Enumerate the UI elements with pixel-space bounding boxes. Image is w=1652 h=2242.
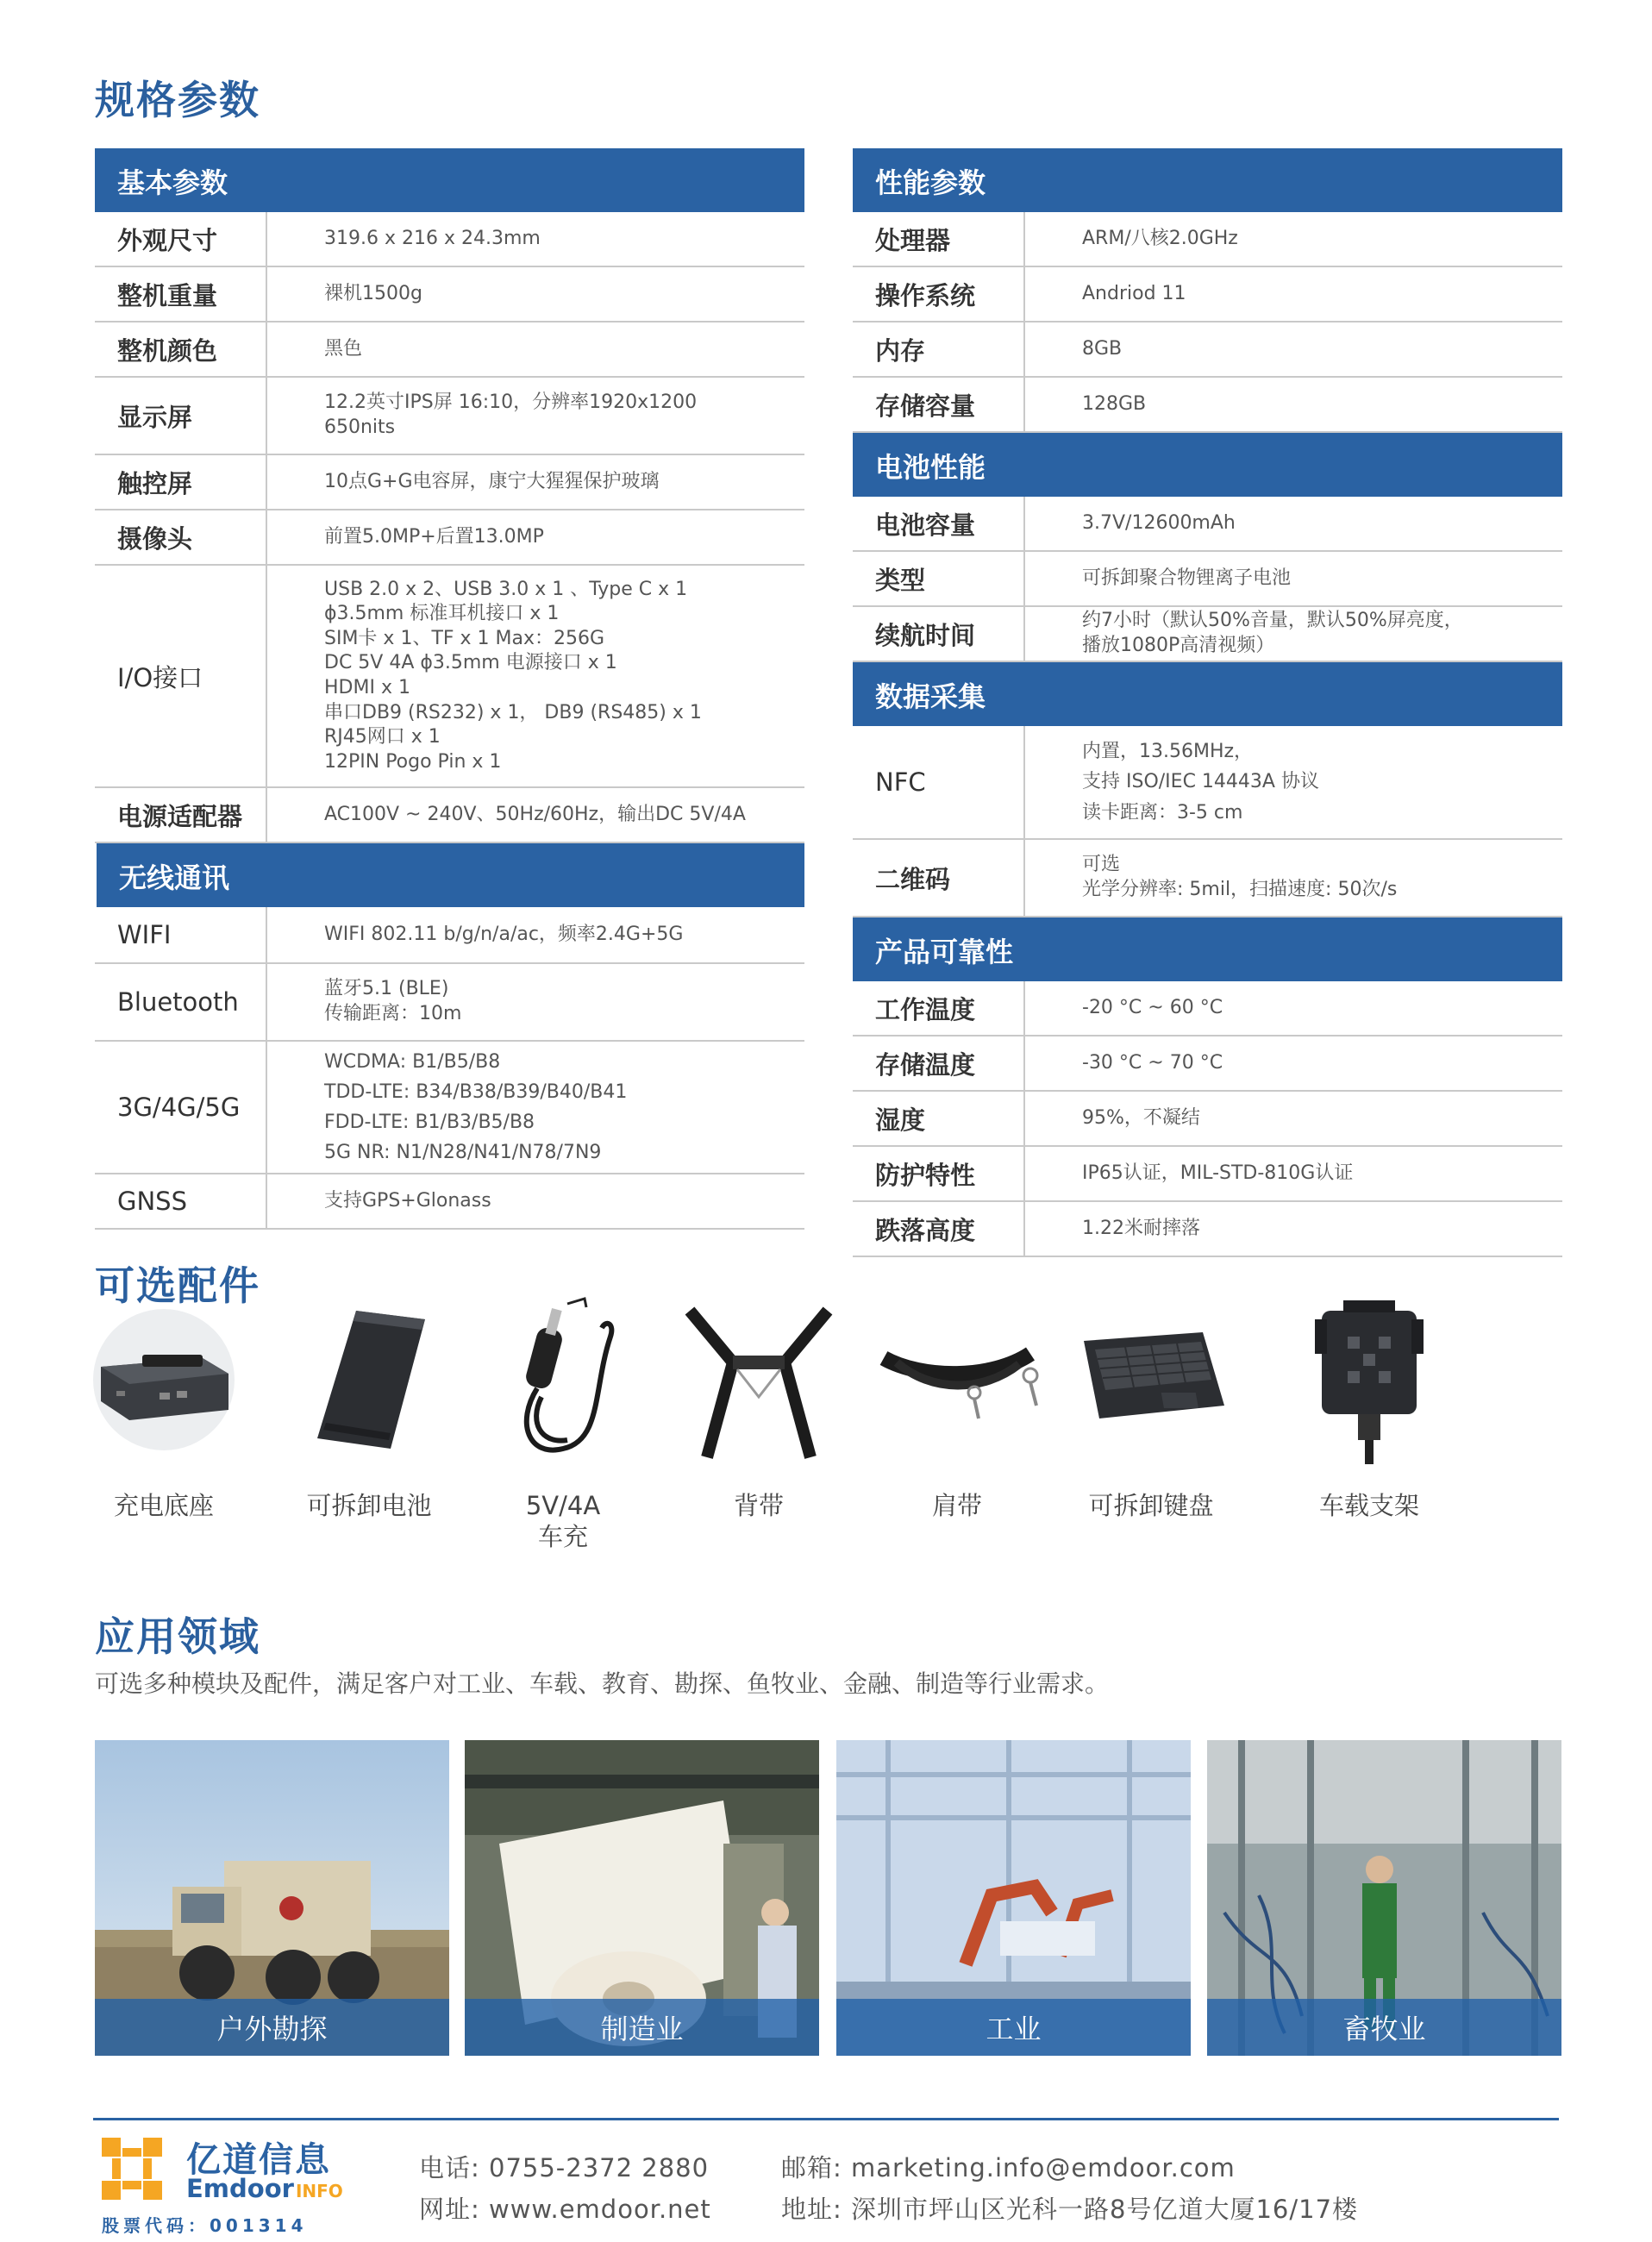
spec-value-line: RJ45网口 x 1 xyxy=(324,726,441,748)
spec-key: 显示屏 xyxy=(95,378,267,454)
spec-value-line: 传输距离：10m xyxy=(324,1003,462,1024)
spec-key: 电源适配器 xyxy=(95,788,267,842)
accessory-charging-dock xyxy=(78,1293,250,1521)
spec-value xyxy=(267,1042,804,1173)
photo-caption: 制造业 xyxy=(465,1999,819,2056)
spec-row xyxy=(853,267,1562,323)
spec-value xyxy=(1025,1036,1562,1090)
spec-row xyxy=(853,607,1562,662)
spec-value-line: WIFI 802.11 b/g/n/a/ac，频率2.4G+5G xyxy=(324,923,684,945)
spec-value-line: 5G NR: N1/N28/N41/N78/7N9 xyxy=(324,1142,602,1164)
spec-value xyxy=(267,323,804,376)
spec-value-line: 内置，13.56MHz， xyxy=(1082,741,1254,763)
spec-key: 3G/4G/5G xyxy=(95,1042,267,1173)
spec-value-line: AC100V ~ 240V、50Hz/60Hz，输出DC 5V/4A xyxy=(324,803,746,825)
logo-en-main: Emdoor xyxy=(186,2174,294,2203)
spec-value xyxy=(1025,323,1562,376)
spec-value xyxy=(267,566,804,786)
spec-value-line: 串口DB9 (RS232) x 1， DB9 (RS485) x 1 xyxy=(324,701,702,723)
left-spec-column xyxy=(95,148,804,1230)
spec-value xyxy=(1025,497,1562,550)
application-photo-manufacturing xyxy=(465,1740,819,2056)
photo-caption: 畜牧业 xyxy=(1207,1999,1561,2056)
accessory-label: 充电底座 xyxy=(113,1491,214,1520)
spec-row xyxy=(853,212,1562,267)
spec-value-line: 蓝牙5.1 (BLE) xyxy=(324,978,449,1000)
applications-description: 可选多种模块及配件，满足客户对工业、车载、教育、勘探、鱼牧业、金融、制造等行业需求。 xyxy=(95,1669,1110,1698)
spec-value-line: 12PIN Pogo Pin x 1 xyxy=(324,750,502,773)
spec-key: 存储温度 xyxy=(853,1036,1025,1090)
spec-key: 整机重量 xyxy=(95,267,267,321)
footer-divider xyxy=(93,2118,1559,2120)
spec-value-line: 前置5.0MP+后置13.0MP xyxy=(324,525,544,548)
accessory-label: 可拆卸电池 xyxy=(306,1491,432,1520)
accessories-title: 可选配件 xyxy=(95,1262,260,1309)
spec-value-line: WCDMA: B1/B5/B8 xyxy=(324,1050,501,1073)
spec-key: 存储容量 xyxy=(853,378,1025,431)
spec-value xyxy=(1025,1202,1562,1256)
spec-value-line: DC 5V 4A ϕ3.5mm 电源接口 x 1 xyxy=(324,652,617,674)
spec-key: 内存 xyxy=(853,323,1025,376)
spec-value xyxy=(267,964,804,1040)
spec-row xyxy=(95,455,804,510)
spec-key: 工作温度 xyxy=(853,981,1025,1035)
spec-key: GNSS xyxy=(95,1174,267,1228)
spec-key: 类型 xyxy=(853,552,1025,605)
logo-en xyxy=(186,2174,343,2203)
spec-key: 二维码 xyxy=(853,840,1025,916)
accessory-vehicle-mount xyxy=(1283,1293,1455,1521)
spec-value-line: 650nits xyxy=(324,416,396,438)
spec-value-line: 约7小时（默认50%音量，默认50%屏亮度， xyxy=(1082,610,1463,632)
spec-value xyxy=(267,455,804,509)
spec-row xyxy=(853,840,1562,917)
spec-value-line: USB 2.0 x 2、USB 3.0 x 1 、Type C x 1 xyxy=(324,578,688,600)
logo-en-sub: INFO xyxy=(295,2181,343,2201)
group-header-battery: 电池性能 xyxy=(853,433,1562,497)
spec-value-line: 12.2英寸IPS屏 16:10，分辨率1920x1200 xyxy=(324,391,698,414)
photo-caption: 工业 xyxy=(836,1999,1191,2056)
application-photo-livestock xyxy=(1207,1740,1561,2056)
footer-address: 地址: 深圳市坪山区光科一路8号亿道大厦16/17楼 xyxy=(781,2195,1359,2224)
spec-value-line: 光学分辨率: 5mil，扫描速度: 50次/s xyxy=(1082,879,1398,900)
spec-key: 操作系统 xyxy=(853,267,1025,321)
spec-value-line: 可选 xyxy=(1082,854,1121,876)
logo-mark-icon xyxy=(102,2138,162,2200)
spec-value-line: ARM/八核2.0GHz xyxy=(1082,227,1238,249)
spec-key: 摄像头 xyxy=(95,510,267,564)
spec-value xyxy=(1025,607,1562,661)
spec-key: 整机颜色 xyxy=(95,323,267,376)
spec-key: 防护特性 xyxy=(853,1147,1025,1200)
spec-key: 湿度 xyxy=(853,1092,1025,1145)
spec-value xyxy=(1025,726,1562,838)
shoulder-strap-icon xyxy=(871,1293,1043,1466)
accessory-keyboard xyxy=(1065,1293,1237,1521)
spec-value xyxy=(267,907,804,962)
spec-row xyxy=(95,378,804,455)
spec-value-line: 319.6 x 216 x 24.3mm xyxy=(324,227,541,249)
spec-key: 处理器 xyxy=(853,212,1025,266)
spec-key: 触控屏 xyxy=(95,455,267,509)
spec-value-line: 支持GPS+Glonass xyxy=(324,1189,491,1212)
spec-value-line: 读卡距离：3-5 cm xyxy=(1082,801,1243,824)
group-header-basic: 基本参数 xyxy=(95,148,804,212)
spec-key: 续航时间 xyxy=(853,607,1025,661)
accessory-shoulder-strap xyxy=(871,1293,1043,1521)
spec-key: NFC xyxy=(853,726,1025,838)
spec-value xyxy=(1025,378,1562,431)
spec-value xyxy=(1025,267,1562,321)
back-strap-icon xyxy=(673,1293,845,1466)
spec-key: 电池容量 xyxy=(853,497,1025,550)
spec-row xyxy=(853,726,1562,840)
spec-row xyxy=(95,566,804,788)
spec-value xyxy=(267,788,804,842)
accessory-car-charger xyxy=(477,1293,649,1553)
spec-value-line: 3.7V/12600mAh xyxy=(1082,511,1236,534)
spec-value-line: -20 °C ~ 60 °C xyxy=(1082,996,1223,1018)
spec-key: I/O接口 xyxy=(95,566,267,786)
spec-row xyxy=(95,1174,804,1230)
battery-icon xyxy=(283,1293,455,1466)
spec-row xyxy=(95,267,804,323)
vehicle-mount-icon xyxy=(1283,1293,1455,1466)
spec-row xyxy=(95,510,804,566)
application-photo-industry xyxy=(836,1740,1191,2056)
accessory-label: 5V/4A 车充 xyxy=(525,1491,601,1552)
application-photo-outdoor xyxy=(95,1740,449,2056)
spec-row xyxy=(853,1036,1562,1092)
spec-value-line: 8GB xyxy=(1082,337,1123,360)
car-charger-icon xyxy=(477,1293,649,1466)
photo-caption: 户外勘探 xyxy=(95,1999,449,2056)
spec-value-line: SIM卡 x 1、TF x 1 Max：256G xyxy=(324,627,605,649)
spec-value xyxy=(267,212,804,266)
spec-value xyxy=(1025,212,1562,266)
company-logo xyxy=(102,2136,360,2235)
spec-key: Bluetooth xyxy=(95,964,267,1040)
spec-value-line: 支持 ISO/IEC 14443A 协议 xyxy=(1082,771,1319,793)
spec-key: WIFI xyxy=(95,907,267,962)
spec-value-line: -30 °C ~ 70 °C xyxy=(1082,1051,1223,1074)
spec-value xyxy=(1025,552,1562,605)
accessory-label: 肩带 xyxy=(931,1491,982,1520)
spec-value-line: Andriod 11 xyxy=(1082,282,1186,304)
spec-row xyxy=(95,212,804,267)
accessory-battery xyxy=(283,1293,455,1521)
spec-key: 外观尺寸 xyxy=(95,212,267,266)
spec-value-line: 黑色 xyxy=(324,337,363,360)
footer-email[interactable]: 邮箱: marketing.info@emdoor.com xyxy=(781,2153,1236,2183)
spec-value-line: HDMI x 1 xyxy=(324,677,410,698)
spec-value-line: ϕ3.5mm 标准耳机接口 x 1 xyxy=(324,603,560,625)
spec-row xyxy=(95,964,804,1042)
spec-row xyxy=(853,497,1562,552)
accessory-label: 可拆卸键盘 xyxy=(1088,1491,1214,1520)
group-header-data-capture: 数据采集 xyxy=(853,662,1562,726)
spec-value xyxy=(1025,1147,1562,1200)
spec-value xyxy=(1025,840,1562,916)
spec-value xyxy=(267,510,804,564)
group-header-wireless: 无线通讯 xyxy=(97,843,804,907)
accessory-back-strap xyxy=(673,1293,845,1521)
spec-row xyxy=(853,981,1562,1036)
spec-key: 跌落高度 xyxy=(853,1202,1025,1256)
spec-row xyxy=(853,378,1562,433)
spec-value-line: TDD-LTE: B34/B38/B39/B40/B41 xyxy=(324,1080,628,1103)
spec-row xyxy=(95,323,804,378)
accessories-row xyxy=(78,1293,1578,1552)
group-header-reliability: 产品可靠性 xyxy=(853,917,1562,981)
stock-code: 股票代码：001314 xyxy=(102,2215,308,2236)
spec-row xyxy=(95,1042,804,1174)
spec-value-line: 可拆卸聚合物锂离子电池 xyxy=(1082,567,1292,589)
spec-value-line: 裸机1500g xyxy=(324,282,422,304)
spec-value-line: FDD-LTE: B1/B3/B5/B8 xyxy=(324,1112,535,1133)
logo-cn: 亿道信息 xyxy=(186,2140,331,2180)
keyboard-icon xyxy=(1065,1293,1237,1466)
spec-row xyxy=(853,1147,1562,1202)
spec-value xyxy=(1025,981,1562,1035)
right-spec-column xyxy=(853,148,1562,1257)
charging-dock-icon xyxy=(78,1293,250,1466)
spec-value-line: 128GB xyxy=(1082,392,1147,415)
accessory-label: 背带 xyxy=(733,1491,784,1520)
spec-value xyxy=(267,378,804,454)
applications-title: 应用领域 xyxy=(95,1613,260,1660)
footer-website[interactable]: 网址: www.emdoor.net xyxy=(419,2195,711,2224)
specs-title: 规格参数 xyxy=(95,77,260,123)
spec-value xyxy=(267,1174,804,1228)
spec-value-line: 播放1080P高清视频） xyxy=(1082,635,1275,656)
group-header-performance: 性能参数 xyxy=(853,148,1562,212)
spec-value-line: 10点G+G电容屏，康宁大猩猩保护玻璃 xyxy=(324,470,660,492)
spec-row xyxy=(853,323,1562,378)
spec-row xyxy=(853,1202,1562,1257)
spec-row xyxy=(95,788,804,843)
accessory-label: 车载支架 xyxy=(1318,1491,1419,1520)
spec-row xyxy=(853,552,1562,607)
spec-value-line: IP65认证，MIL-STD-810G认证 xyxy=(1082,1162,1354,1184)
spec-value-line: 95%，不凝结 xyxy=(1082,1106,1200,1129)
spec-value xyxy=(1025,1092,1562,1145)
spec-row xyxy=(95,907,804,964)
spec-row xyxy=(853,1092,1562,1147)
footer-phone: 电话: 0755-2372 2880 xyxy=(419,2153,710,2183)
spec-value xyxy=(267,267,804,321)
spec-value-line: 1.22米耐摔落 xyxy=(1082,1217,1200,1239)
